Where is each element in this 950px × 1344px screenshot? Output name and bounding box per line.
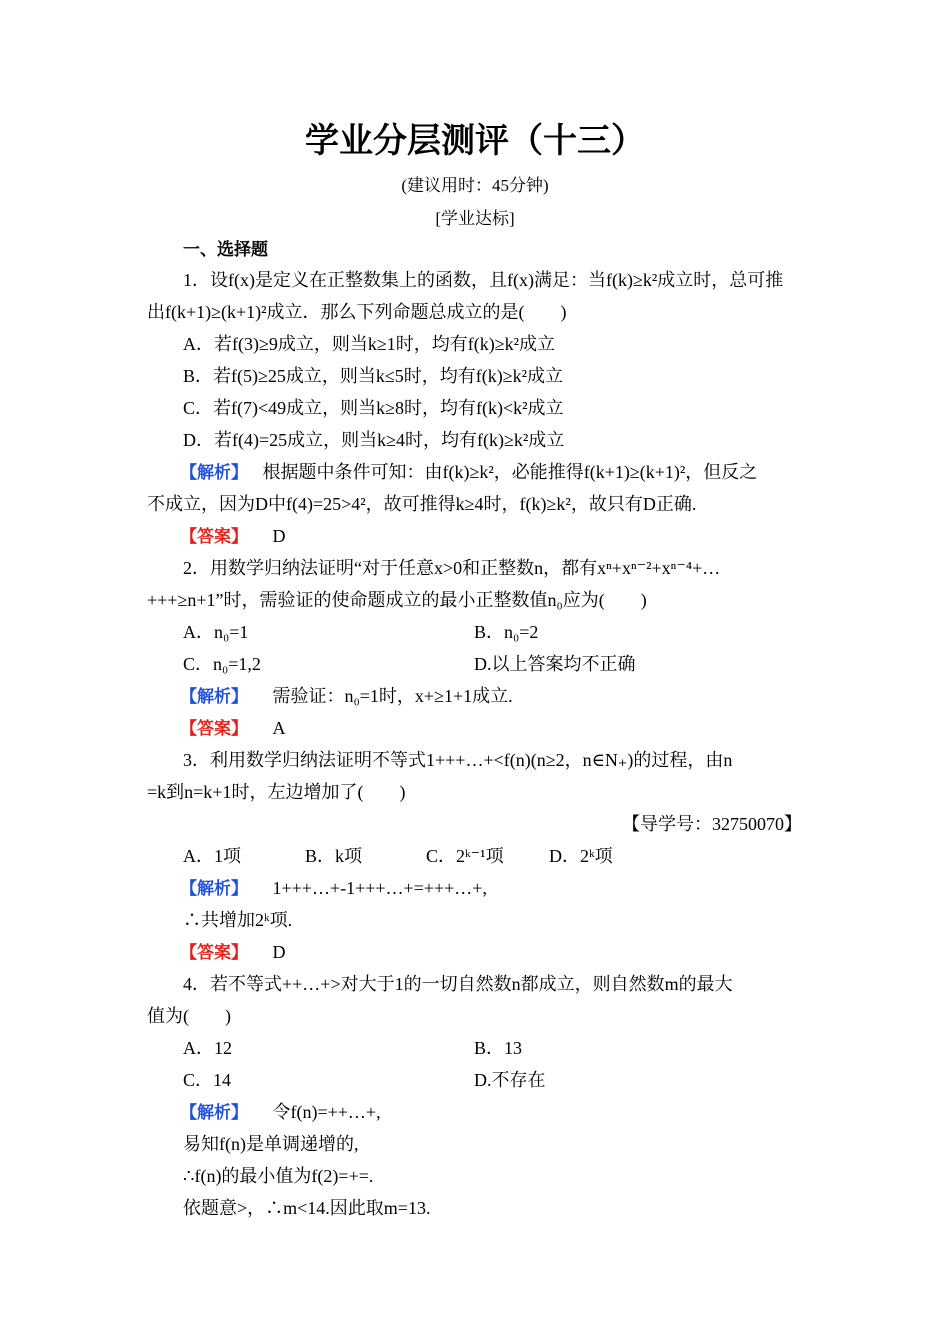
answer-label: 【答案】 xyxy=(180,527,248,547)
part-heading: 一、选择题 xyxy=(183,240,268,260)
q1-option-d: D．若f(4)=25成立，则当k≥4时，均有f(k)≥k²成立 xyxy=(183,430,565,450)
q4-analysis-line4: 依题意>，∴m<14.因此取m=13. xyxy=(183,1198,431,1218)
time-note: (建议用时：45分钟) xyxy=(401,176,549,195)
q3-analysis-line2: ∴共增加2ᵏ项. xyxy=(183,910,293,930)
q4-stem-line2: 值为( ) xyxy=(147,1006,231,1026)
q1-answer-value: D xyxy=(272,526,286,546)
q4-option-b: B．13 xyxy=(474,1038,523,1058)
q4-analysis-line2: 易知f(n)是单调递增的, xyxy=(183,1134,359,1154)
q1-stem-line1: 1．设f(x)是定义在正整数集上的函数，且f(x)满足：当f(k)≥k²成立时，总可推 xyxy=(183,270,784,290)
q4-option-d: D.不存在 xyxy=(474,1070,546,1090)
q1-analysis-line2: 不成立，因为D中f(4)=25>4²，故可推得k≥4时，f(k)≥k²，故只有D正确. xyxy=(147,494,697,514)
analysis-label: 【解析】 xyxy=(180,687,248,707)
analysis-label: 【解析】 xyxy=(180,1103,248,1123)
q2-answer-value: A xyxy=(272,718,286,738)
q1-answer xyxy=(180,524,286,549)
q2-answer xyxy=(180,716,286,741)
q1-option-b: B．若f(5)≥25成立，则当k≤5时，均有f(k)≥k²成立 xyxy=(183,366,564,386)
analysis-label: 【解析】 xyxy=(180,463,248,483)
q3-option-c: C．2ᵏ⁻¹项 xyxy=(426,846,504,866)
q1-analysis-text: 根据题中条件可知：由f(k)≥k²，必能推得f(k+1)≥(k+1)²，但反之 xyxy=(262,462,758,482)
q2-stem-line2: +++≥n+1”时，需验证的使命题成立的最小正整数值n₀应为( ) xyxy=(147,590,647,610)
q2-option-c: C．n₀=1,2 xyxy=(183,654,261,674)
q3-answer xyxy=(180,940,286,965)
q3-analysis-text: 1+++…+-1+++…+=+++…+, xyxy=(272,878,487,898)
q2-option-d: D.以上答案均不正确 xyxy=(474,654,636,674)
q3-option-b: B．k项 xyxy=(305,846,363,866)
q3-analysis xyxy=(180,876,487,901)
q1-stem-line2: 出f(k+1)≥(k+1)²成立．那么下列命题总成立的是( ) xyxy=(147,302,567,322)
page-title: 学业分层测评（十三） xyxy=(305,121,645,161)
q3-stem-line2: =k到n=k+1时，左边增加了( ) xyxy=(147,782,406,802)
q3-option-d: D．2ᵏ项 xyxy=(549,846,613,866)
q3-stem-line1: 3．利用数学归纳法证明不等式1+++…+<f(n)(n≥2，n∈N₊)的过程，由n xyxy=(183,750,733,770)
q2-analysis xyxy=(180,684,513,709)
q4-option-c: C．14 xyxy=(183,1070,232,1090)
analysis-label: 【解析】 xyxy=(180,879,248,899)
q3-answer-value: D xyxy=(272,942,286,962)
q4-analysis xyxy=(180,1100,381,1125)
q3-guide-number: 【导学号：32750070】 xyxy=(622,814,802,834)
q4-analysis-text: 令f(n)=++…+, xyxy=(272,1102,381,1122)
answer-label: 【答案】 xyxy=(180,719,248,739)
q2-analysis-text: 需验证：n₀=1时，x+≥1+1成立. xyxy=(272,686,513,706)
q4-analysis-line3: ∴f(n)的最小值为f(2)=+=. xyxy=(183,1166,374,1186)
q3-option-a: A．1项 xyxy=(183,846,241,866)
q4-stem-line1: 4．若不等式++…+>对大于1的一切自然数n都成立，则自然数m的最大 xyxy=(183,974,733,994)
q2-option-a: A．n₀=1 xyxy=(183,622,249,642)
q2-option-b: B．n₀=2 xyxy=(474,622,539,642)
q1-option-c: C．若f(7)<49成立，则当k≥8时，均有f(k)<k²成立 xyxy=(183,398,564,418)
answer-label: 【答案】 xyxy=(180,943,248,963)
q4-option-a: A．12 xyxy=(183,1038,232,1058)
section-header: [学业达标] xyxy=(435,209,515,228)
q2-stem-line1: 2．用数学归纳法证明“对于任意x>0和正整数n，都有xⁿ+xⁿ⁻²+xⁿ⁻⁴+… xyxy=(183,558,721,578)
q1-option-a: A．若f(3)≥9成立，则当k≥1时，均有f(k)≥k²成立 xyxy=(183,334,555,354)
q1-analysis xyxy=(180,460,757,485)
